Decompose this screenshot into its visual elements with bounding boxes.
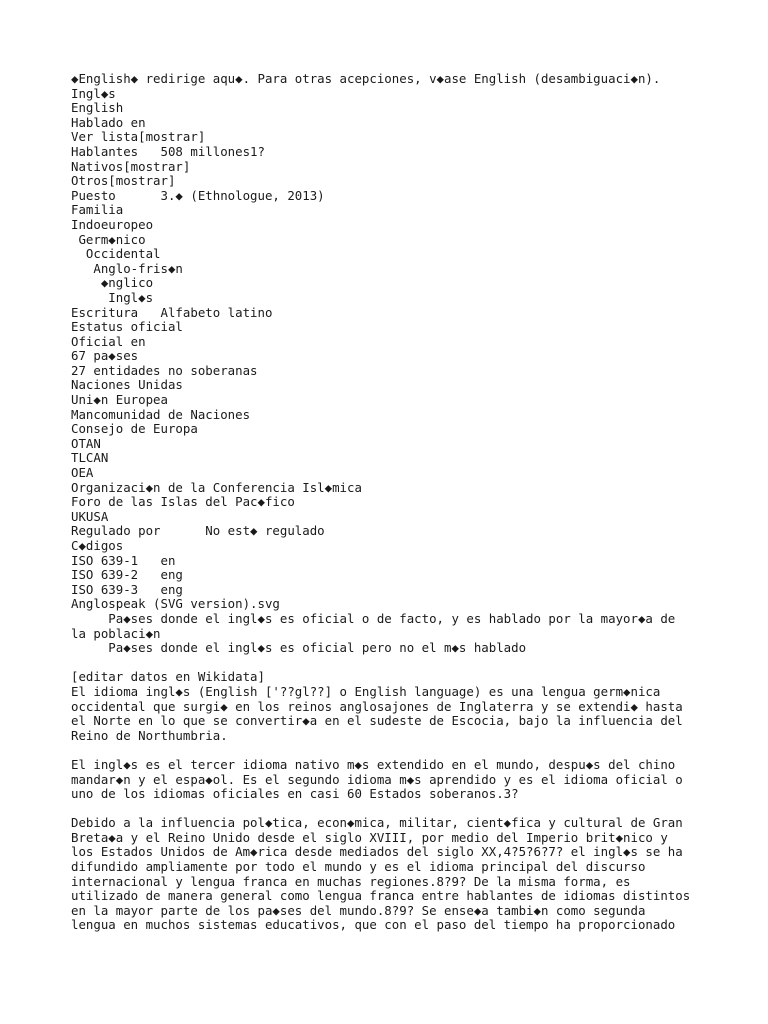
text-line: Indoeuropeo [71,216,154,232]
text-line: Familia [71,202,124,218]
text-line: Breta◆a y el Reino Unido desde el siglo XVIII, por medio del Imperio brit◆nico y [71,829,668,845]
text-line: OTAN [71,435,101,451]
text-line: English [71,100,124,116]
blank-line [71,656,704,671]
text-line: Reino de Northumbria. [71,727,228,743]
text-line: Consejo de Europa [71,421,198,437]
text-line: [editar datos en Wikidata] [71,669,265,685]
text-line: Ingl◆s [71,289,154,305]
text-line: Ver lista[mostrar] [71,129,206,145]
text-line: Uni◆n Europea [71,392,168,408]
text-line: Hablado en [71,114,146,130]
text-line: El ingl◆s es el tercer idioma nativo m◆s extendido en el mundo, despu◆s del chino [71,756,676,772]
text-line: utilizado de manera general como lengua franca entre hablantes de idiomas distintos [71,888,691,904]
text-line: los Estados Unidos de Am◆rica desde mediados del siglo XX,4?5?6?7? el ingl◆s se ha [71,844,683,860]
text-line: ◆English◆ redirige aqu◆. Para otras acepciones, v◆ase English (desambiguaci◆n). [71,71,661,86]
text-line: C◆digos [71,538,124,553]
text-line: ISO 639-1 en [71,552,176,568]
text-line: Mancomunidad de Naciones [71,406,251,422]
text-line: Germ◆nico [71,231,146,247]
blank-line [71,743,704,758]
text-line: Oficial en [71,333,146,349]
text-line: en la mayor parte de los pa◆ses del mundo.8?9? Se ense◆a tambi◆n como segunda [71,902,646,918]
text-line: Pa◆ses donde el ingl◆s es oficial o de facto, y es hablado por la mayor◆a de [71,610,676,626]
text-line: Regulado por No est◆ regulado [71,523,325,539]
text-line: ◆nglico [71,275,154,291]
text-line: Escritura Alfabeto latino [71,304,273,320]
text-line: El idioma ingl◆s (English ['??gl??] o English language) es una lengua germ◆nica [71,683,661,699]
text-line: difundido ampliamente por todo el mundo y es el idioma principal del discurso [71,859,646,875]
text-line: Ingl◆s [71,85,116,101]
text-line: OEA [71,465,94,481]
text-line: occidental que surgi◆ en los reinos anglosajones de Inglaterra y se extendi◆ hasta [71,698,683,714]
text-line: UKUSA [71,508,109,524]
text-line: Otros[mostrar] [71,173,176,189]
text-line: Anglo-fris◆n [71,260,183,276]
text-line: Puesto 3.◆ (Ethnologue, 2013) [71,187,325,203]
text-line: Estatus oficial [71,319,183,335]
text-line: Debido a la influencia pol◆tica, econ◆mica, militar, cient◆fica y cultural de Gran [71,815,683,831]
text-line: la poblaci◆n [71,625,161,641]
text-line: Anglospeak (SVG version).svg [71,596,280,612]
text-line: Pa◆ses donde el ingl◆s es oficial pero no el m◆s hablado [71,640,527,656]
text-line: Naciones Unidas [71,377,183,393]
text-line: uno de los idiomas oficiales en casi 60 Estados soberanos.3? [71,786,519,802]
text-line: Nativos[mostrar] [71,158,191,174]
text-line: lengua en muchos sistemas educativos, que con el paso del tiempo ha proporcionado [71,917,676,933]
text-line: el Norte en lo que se convertir◆a en el sudeste de Escocia, bajo la influencia del [71,713,683,729]
text-line: TLCAN [71,450,109,466]
text-line: ISO 639-3 eng [71,581,183,597]
text-line: Hablantes 508 millones1? [71,143,265,159]
text-line: mandar◆n y el espa◆ol. Es el segundo idioma m◆s aprendido y es el idioma oficial o [71,771,683,787]
text-line: Organizaci◆n de la Conferencia Isl◆mica [71,479,362,495]
text-line: internacional y lengua franca en muchas regiones.8?9? De la misma forma, es [71,873,631,889]
text-line: Occidental [71,246,161,262]
blank-line [71,802,704,817]
text-line: Foro de las Islas del Pac◆fico [71,494,295,510]
text-line: 67 pa◆ses [71,348,139,364]
text-line: 27 entidades no soberanas [71,362,258,378]
text-line: ISO 639-2 eng [71,567,183,583]
